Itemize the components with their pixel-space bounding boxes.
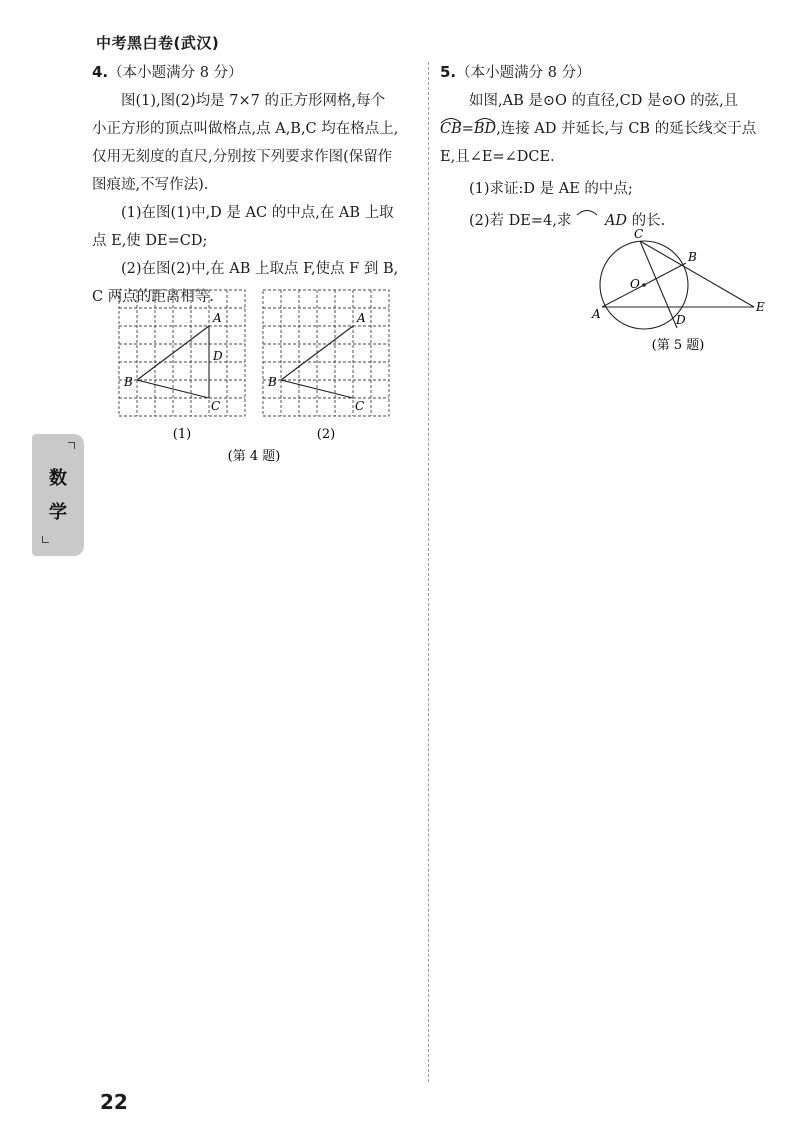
fig5-label-d: D (676, 313, 686, 327)
arc-cb-label: CB (440, 121, 462, 137)
question-5-figure (588, 222, 773, 361)
subject-char-1: 数 (49, 468, 67, 489)
question-4-figures (110, 282, 410, 476)
question-4-intro-line-2: 小正方形的顶点叫做格点,点 A,B,C 均在格点上, (92, 121, 399, 137)
fig2-label-a: A (357, 311, 366, 325)
question-5-figure-svg (588, 222, 773, 357)
question-5-heading (440, 58, 770, 87)
fig2-label-b: B (268, 375, 277, 389)
question-4-intro-line-4: 图痕迹,不写作法). (92, 177, 209, 193)
question-5-line-1: 如图,AB 是⊙O 的直径,CD 是⊙O 的弦,且 (469, 93, 739, 109)
question-4-part-2-line-1: (2)在图(2)中,在 AB 上取点 F,使点 F 到 B, (121, 261, 399, 277)
arc-cb (440, 115, 462, 143)
grid-figure-1 (119, 290, 245, 416)
tab-corner-mark-bottom (42, 536, 49, 543)
fig5-label-e: E (756, 300, 765, 314)
arc-bd-symbol (473, 116, 497, 124)
arc-bd-label: BD (473, 121, 497, 137)
question-4-part-1-line-2: 点 E,使 DE=CD; (92, 233, 208, 249)
question-5-part-2-post: 的长. (627, 213, 666, 229)
question-4-part-1-line-1: (1)在图(1)中,D 是 AC 的中点,在 AB 上取 (121, 205, 394, 221)
figure-2-sublabel: (2) (316, 427, 336, 442)
question-4-heading (92, 58, 420, 87)
figure-1-sublabel: (1) (172, 427, 192, 442)
question-5-part-2-pre: (2)若 DE=4,求 (469, 213, 576, 229)
question-4-intro-line-3: 仅用无刻度的直尺,分别按下列要求作图(保留作 (92, 149, 393, 165)
question-4-intro-line-1: 图(1),图(2)均是 7×7 的正方形网格,每个 (121, 93, 386, 109)
question-5-line-2-rest: ,连接 AD 并延长,与 CB 的延长线交于点 (496, 121, 757, 137)
subject-char-2: 学 (49, 502, 67, 523)
fig1-label-c: C (211, 399, 221, 413)
tab-corner-mark-top (68, 442, 75, 449)
fig1-label-b: B (124, 375, 133, 389)
fig2-label-c: C (355, 399, 365, 413)
fig5-label-c: C (634, 227, 644, 241)
question-5-line-2 (440, 115, 770, 143)
question-5-line-3: E,且∠E=∠DCE. (440, 149, 555, 165)
arc-ad-symbol (575, 208, 599, 216)
fig1-label-a: A (213, 311, 222, 325)
question-4-part-2-line-2: C 两点的距离相等. (92, 289, 214, 305)
arc-equals: = (461, 121, 474, 137)
question-5-number: 5. (440, 63, 457, 81)
question-4 (92, 58, 420, 311)
fig5-label-a: A (592, 307, 601, 321)
fig1-label-d: D (213, 349, 223, 363)
question-4-figure-svg (110, 282, 410, 472)
question-5-part-1: (1)求证:D 是 AE 的中点; (469, 181, 633, 197)
question-5 (440, 58, 770, 235)
arc-cb-symbol (439, 116, 463, 124)
column-divider (428, 62, 429, 1082)
grid-figure-2 (263, 290, 389, 416)
fig5-label-o: O (630, 277, 640, 291)
subject-label (32, 462, 84, 530)
subject-side-tab (32, 434, 84, 556)
question-4-score: （本小题满分 8 分） (108, 65, 243, 81)
question-4-number: 4. (92, 63, 109, 81)
question-4-caption: (第 4 题) (227, 449, 281, 464)
center-point-o (642, 283, 646, 287)
question-5-score: （本小题满分 8 分） (456, 65, 591, 81)
fig5-label-b: B (688, 250, 697, 264)
arc-ad-label: AD (604, 213, 628, 229)
page-number: 22 (100, 1090, 128, 1114)
page-header-title: 中考黑白卷(武汉) (96, 34, 220, 52)
question-5-caption: (第 5 题) (651, 338, 705, 353)
arc-bd (474, 115, 496, 143)
